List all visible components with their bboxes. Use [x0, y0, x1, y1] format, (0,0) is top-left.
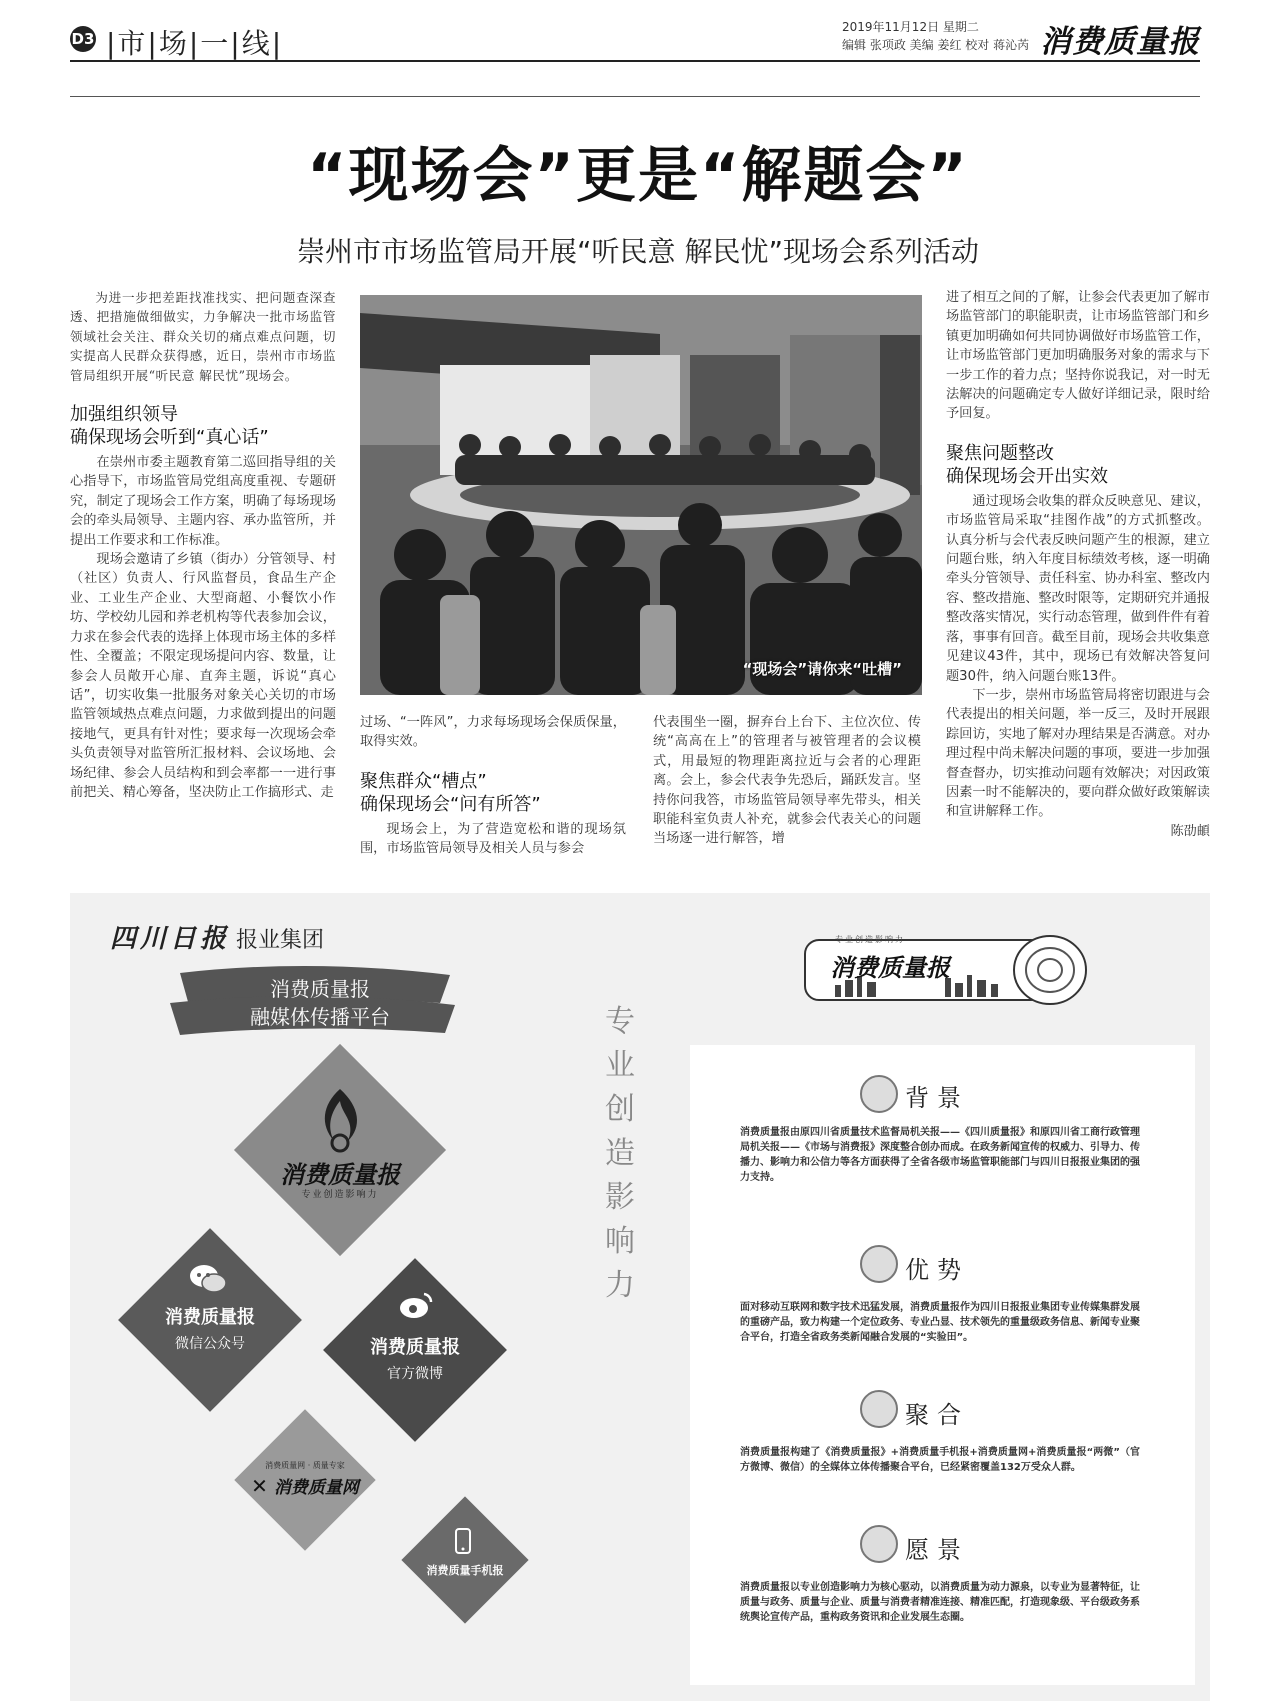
article-headline: “现场会”更是“解题会”: [307, 141, 969, 211]
slogan-character: 响: [605, 1224, 635, 1259]
platform-title-line: 融媒体传播平台: [250, 1005, 390, 1029]
mobile-name: 消费质量手机报: [426, 1564, 504, 1577]
section-body-vision: 消费质量报以专业创造影响力为核心驱动，以消费质量为动力源泉，以专业为显著特征，让质量与政务、质量与企业、质量与消费者精准连接、精准匹配，打造现象级、平台级政务系统舆论宣传产品，重构政务资讯和企业发展生态圈。: [740, 1582, 1140, 1623]
subheading-line: 加强组织领导: [70, 404, 178, 426]
wechat-icon: [188, 1263, 228, 1295]
subheading-complaints: [360, 770, 626, 816]
article-column-3: [653, 713, 921, 849]
subheading-line: 聚焦群众“槽点”: [360, 770, 487, 792]
website-name-text: 消费质量网: [273, 1478, 359, 1498]
section-body-background: 消费质量报由原四川省质量技术监督局机关报——《四川质量报》和原四川省工商行政管理局机关报——《市场与消费报》深度整合创办而成。在政务新闻宣传的权威力、引导力、传播力、影响力和公信力等各方面获得了全省各级市场监管职能部门与四川日报报业集团的强力支持。: [740, 1127, 1140, 1183]
platform-title-line: 消费质量报: [270, 977, 370, 1001]
slogan-character: 造: [605, 1136, 635, 1171]
website-x-icon: ✕: [251, 1474, 268, 1498]
paragraph: 通过现场会收集的群众反映意见、建议，市场监管局采取“挂图作战”的方式抓整改。认真分析与会代表反映问题产生的根源，建立问题台账，纳入年度目标绩效考核，逐一明确牵头分管领导、责任科室、协办科室、整改内容、整改措施、整改时限等，定期研究并通报整改落实情况，实行动态管理，做到件件有着落，事事有回音。截至目前，现场会共收集意见建议43件，其中，现场已有效解决答复问题30件，纳入问题台账13件。: [946, 493, 1210, 684]
subheading-line: 确保现场会“问有所答”: [360, 793, 541, 815]
group-brand: [110, 918, 324, 955]
books-icon: [860, 1075, 898, 1113]
page-number-badge: D3: [70, 26, 96, 52]
subheading-line: 确保现场会开出实效: [946, 465, 1108, 487]
article-column-1: [70, 288, 336, 802]
paragraph: 下一步，崇州市场监管局将密切跟进与会代表提出的相关问题，举一反三，及时开展跟踪回访，实地了解对办理结果是否满意。对办理过程中尚未解决问题的事项，要进一步加强督查督办，切实推动问题有效解决；对因政策因素一时不能解决的，要向群众做好政策解读和宣讲解释工作。: [946, 687, 1210, 820]
website-name: [232, 1473, 378, 1498]
paragraph: 在崇州市委主题教育第二巡回指导组的关心指导下，市场监管局党组高度重视、专题研究，制定了现场会工作方案，明确了每场现场会的牵头局领导、主题内容、承办监管所，并提出工作要求和工作标准。: [70, 455, 336, 548]
paragraph: 现场会邀请了乡镇（街办）分管领导、村（社区）负责人、行风监督员，食品生产企业、工业生产企业、大型商超、小餐饮小作坊、学校幼儿园和养老机构等代表参加会议，力求在参会代表的选择上体现市场主体的多样性、全覆盖；不限定现场提问内容、数量，让参会人员敞开心扉、直奔主题，诉说“真心话”，切实收集一批服务对象关心关切的市场监管领域热点难点问题，力求做到提出的问题接地气，更具有针对性；要求每一次现场会牵头负责领导对监管所汇报材料、会议场地、会场纪律、参会人员结构和到会率都一一进行事前把关、精心筹备，坚决防止工作搞形式、走: [70, 552, 336, 800]
subheading-organization: [70, 403, 336, 449]
paragraph: 代表围坐一圈，摒弃台上台下、主位次位、传统“高高在上”的管理者与被管理者的会议模式，用最短的物理距离拉近与会者的心理距离。会上，参会代表争先恐后，踊跃发言。坚持你问我答，市场监管局领导率先带头，相关职能科室负责人补充，就参会代表关心的问题当场逐一进行解答，增: [653, 715, 921, 847]
weibo-label: 官方微博: [387, 1366, 443, 1382]
slogan-character: 专: [605, 1004, 635, 1039]
subheading-line: 确保现场会听到“真心话”: [70, 427, 269, 449]
main-logo-text: 消费质量报: [280, 1161, 400, 1189]
masthead-logo: 消费质量报: [1040, 24, 1200, 60]
wechat-name: 消费质量报: [165, 1307, 255, 1328]
scroll-logo-text: 消费质量报: [830, 954, 950, 982]
weibo-name: 消费质量报: [370, 1337, 460, 1358]
globe-icon: [860, 1525, 898, 1563]
group-calligraphy: 四川日报: [110, 924, 231, 954]
section-title-aggregation: 聚合: [905, 1401, 969, 1429]
section-title: |市|场|一|线|: [106, 27, 284, 60]
section-title-background: 背景: [905, 1084, 969, 1112]
website-tagline: 消费质量网 · 质量专家: [265, 1461, 345, 1470]
editor-credits: 编辑 张项政 美编 姜红 校对 蒋沁芮: [842, 38, 1030, 52]
slogan-character: 影: [605, 1180, 635, 1215]
author-byline: 陈劭頔: [1170, 823, 1210, 839]
paragraph: 进了相互之间的了解，让参会代表更加了解市场监管部门的职能职责，让市场监管部门和乡镇更加明确如何共同协调做好市场监管工作，让市场监管部门更加明确服务对象的需求与下一步工作的着力点；坚持你说我记，对一时无法解决的问题确定专人做好详细记录，限时给予回复。: [946, 290, 1210, 422]
article-lead: 为进一步把差距找准找实、把问题查深查透、把措施做细做实，力争解决一批市场监管领域社会关注、群众关切的痛点难点问题，切实提高人民群众获得感，近日，崇州市市场监管局组织开展“听民意 解民忧”现场会。: [70, 290, 336, 383]
article-column-4: [946, 288, 1210, 841]
header-rule-thin: [70, 96, 1200, 97]
scroll-tagline: 专业创造影响力: [835, 935, 905, 944]
header-rule: [70, 60, 1200, 62]
smartphone-icon: [455, 1528, 471, 1554]
slogan-character: 力: [605, 1268, 635, 1303]
paragraph: 现场会上，为了营造宽松和谐的现场氛围，市场监管局领导及相关人员与参会: [360, 821, 626, 857]
slogan-character: 业: [605, 1048, 635, 1083]
section-title-advantage: 优势: [905, 1256, 969, 1284]
victory-icon: [860, 1245, 898, 1283]
flame-logo-icon: [312, 1085, 368, 1155]
meeting-photo: [360, 295, 922, 695]
network-icon: [860, 1390, 898, 1428]
wechat-label: 微信公众号: [175, 1336, 245, 1352]
section-body-advantage: 面对移动互联网和数字技术迅猛发展，消费质量报作为四川日报报业集团专业传媒集群发展的重磅产品，致力构建一个定位政务、专业凸显、技术领先的重量级政务信息、新闻专业聚合平台，打造全省政务类新闻融合发展的“实验田”。: [740, 1302, 1140, 1343]
section-title-vision: 愿景: [905, 1536, 969, 1564]
slogan-character: 创: [605, 1092, 635, 1127]
article-subheadline: 崇州市市场监管局开展“听民意 解民忧”现场会系列活动: [297, 235, 979, 268]
main-logo-tagline: 专业创造影响力: [301, 1190, 379, 1200]
section-body-aggregation: 消费质量报构建了《消费质量报》+消费质量手机报+消费质量网+消费质量报“两微”（官方微博、微信）的全媒体立体传播聚合平台，已经紧密覆盖132万受众人群。: [740, 1447, 1140, 1473]
subheading-rectification: [946, 442, 1210, 488]
vertical-slogan: [600, 1000, 640, 1308]
paragraph: 过场、“一阵风”，力求每场现场会保质保量，取得实效。: [360, 715, 626, 750]
platform-title: [205, 975, 435, 1031]
photo-caption: “现场会”请你来“吐槽”: [742, 660, 902, 678]
meeting-photo-image: [360, 295, 922, 695]
subheading-line: 聚焦问题整改: [946, 442, 1054, 464]
group-suffix: 报业集团: [236, 928, 325, 953]
weibo-icon: [398, 1290, 434, 1320]
issue-date: 2019年11月12日 星期二: [842, 20, 979, 34]
article-column-2: [360, 713, 626, 859]
